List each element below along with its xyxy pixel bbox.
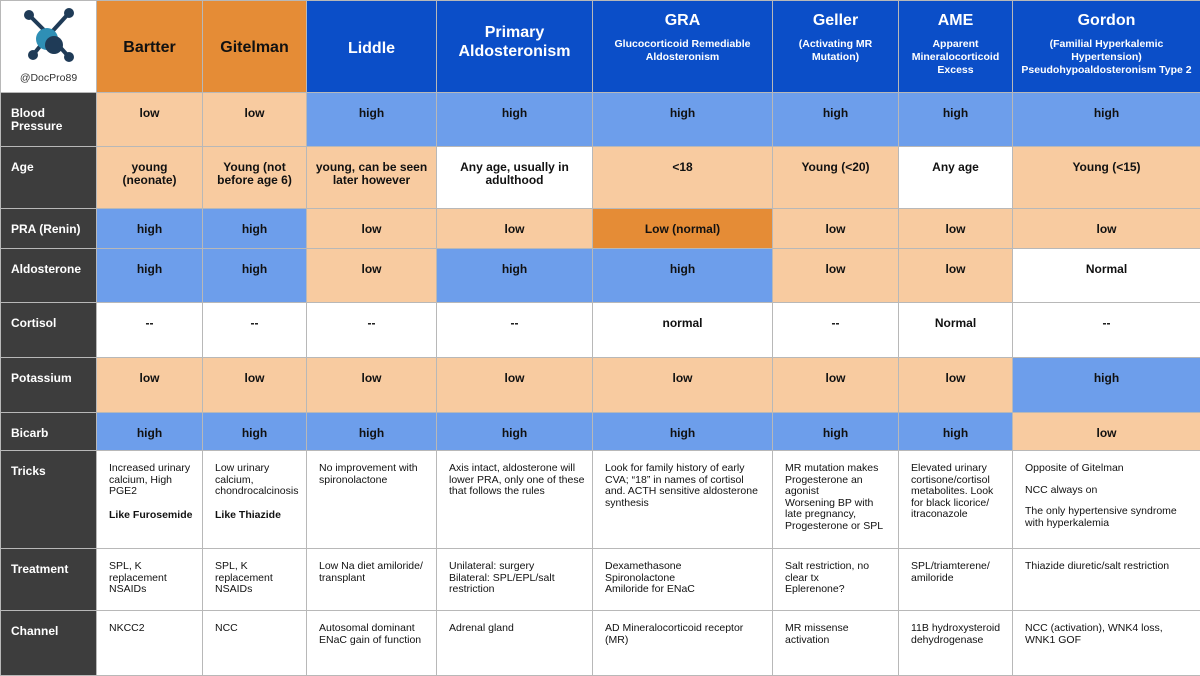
cell-bicarb-ame: high <box>899 413 1013 451</box>
cell-cortisol-gordon: -- <box>1013 303 1200 358</box>
cell-bp-gordon: high <box>1013 93 1200 147</box>
cell-cortisol-primary: -- <box>437 303 593 358</box>
col-header-ame: AME Apparent Mineralocorticoid Excess <box>899 1 1013 93</box>
col-header-geller: Geller (Activating MR Mutation) <box>773 1 899 93</box>
logo-cell <box>1 1 97 93</box>
cell-pra-gitelman: high <box>203 209 307 249</box>
cell-pra-bartter: high <box>97 209 203 249</box>
cell-aldo-gitelman: high <box>203 249 307 303</box>
cell-channel-gra: AD Mineralocorticoid receptor (MR) <box>593 611 773 676</box>
cell-pra-ame: low <box>899 209 1013 249</box>
row-label-blood-pressure: Blood Pressure <box>1 93 97 147</box>
cell-aldo-primary: high <box>437 249 593 303</box>
cell-tricks-gitelman: Low urinary calcium, chondrocalcinosis Like Thiazide <box>203 451 307 549</box>
cell-channel-primary: Adrenal gland <box>437 611 593 676</box>
cell-k-geller: low <box>773 358 899 413</box>
col-header-bartter: Bartter <box>97 1 203 93</box>
cell-k-gordon: high <box>1013 358 1200 413</box>
cell-k-ame: low <box>899 358 1013 413</box>
row-label-pra: PRA (Renin) <box>1 209 97 249</box>
row-label-bicarb: Bicarb <box>1 413 97 451</box>
cell-k-gitelman: low <box>203 358 307 413</box>
cell-treatment-ame: SPL/triamterene/ amiloride <box>899 549 1013 611</box>
cell-age-gitelman: Young (not before age 6) <box>203 147 307 209</box>
cell-pra-gordon: low <box>1013 209 1200 249</box>
cell-aldo-geller: low <box>773 249 899 303</box>
cell-bp-geller: high <box>773 93 899 147</box>
cell-channel-gitelman: NCC <box>203 611 307 676</box>
col-header-primary-aldosteronism: Primary Aldosteronism <box>437 1 593 93</box>
cell-channel-geller: MR missense activation <box>773 611 899 676</box>
cell-bicarb-gra: high <box>593 413 773 451</box>
cell-cortisol-geller: -- <box>773 303 899 358</box>
cell-bp-gitelman: low <box>203 93 307 147</box>
row-label-age: Age <box>1 147 97 209</box>
tricks-gitelman-bold: Like Thiazide <box>215 510 300 522</box>
cell-bp-primary: high <box>437 93 593 147</box>
cell-bicarb-gordon: low <box>1013 413 1200 451</box>
col-header-gra: GRA Glucocorticoid Remediable Aldosteronism <box>593 1 773 93</box>
col-header-liddle: Liddle <box>307 1 437 93</box>
cell-cortisol-bartter: -- <box>97 303 203 358</box>
cell-age-geller: Young (<20) <box>773 147 899 209</box>
row-potassium <box>1 358 1200 413</box>
cell-tricks-gordon: Opposite of Gitelman NCC always on The only hypertensive syndrome with hyperkalemia <box>1013 451 1200 549</box>
cell-age-bartter: young (neonate) <box>97 147 203 209</box>
cell-pra-geller: low <box>773 209 899 249</box>
cell-age-ame: Any age <box>899 147 1013 209</box>
tricks-bartter-bold: Like Furosemide <box>109 510 196 522</box>
cell-treatment-gitelman: SPL, K replacement NSAIDs <box>203 549 307 611</box>
cell-pra-gra: Low (normal) <box>593 209 773 249</box>
cell-pra-primary: low <box>437 209 593 249</box>
cell-channel-bartter: NKCC2 <box>97 611 203 676</box>
cell-treatment-geller: Salt restriction, no clear tx Eplerenone? <box>773 549 899 611</box>
cell-tricks-primary: Axis intact, aldosterone will lower PRA, only one of these that follows the rules <box>437 451 593 549</box>
author-handle: @DocPro89 <box>1 72 96 84</box>
cell-k-bartter: low <box>97 358 203 413</box>
cell-k-gra: low <box>593 358 773 413</box>
cell-tricks-ame: Elevated urinary cortisone/cortisol metabolites. Look for black licorice/ itraconazole <box>899 451 1013 549</box>
row-label-aldosterone: Aldosterone <box>1 249 97 303</box>
cell-treatment-primary: Unilateral: surgery Bilateral: SPL/EPL/salt restriction <box>437 549 593 611</box>
cell-tricks-liddle: No improvement with spironolactone <box>307 451 437 549</box>
cell-treatment-gra: Dexamethasone Spironolactone Amiloride for ENaC <box>593 549 773 611</box>
cell-aldo-gra: high <box>593 249 773 303</box>
header-row <box>1 1 1200 93</box>
col-header-gordon: Gordon (Familial Hyperkalemic Hypertension) Pseudohypoaldosteronism Type 2 <box>1013 1 1200 93</box>
cell-bicarb-liddle: high <box>307 413 437 451</box>
row-pra <box>1 209 1200 249</box>
col-header-gitelman: Gitelman <box>203 1 307 93</box>
cell-age-gordon: Young (<15) <box>1013 147 1200 209</box>
cell-aldo-ame: low <box>899 249 1013 303</box>
cell-bicarb-geller: high <box>773 413 899 451</box>
cell-channel-gordon: NCC (activation), WNK4 loss, WNK1 GOF <box>1013 611 1200 676</box>
cell-cortisol-gra: normal <box>593 303 773 358</box>
cell-bicarb-bartter: high <box>97 413 203 451</box>
row-label-treatment: Treatment <box>1 549 97 611</box>
row-cortisol <box>1 303 1200 358</box>
cell-treatment-gordon: Thiazide diuretic/salt restriction <box>1013 549 1200 611</box>
molecule-logo-icon <box>17 5 81 65</box>
cell-bp-bartter: low <box>97 93 203 147</box>
row-label-channel: Channel <box>1 611 97 676</box>
cell-channel-liddle: Autosomal dominant ENaC gain of function <box>307 611 437 676</box>
cell-aldo-gordon: Normal <box>1013 249 1200 303</box>
row-bicarb <box>1 413 1200 451</box>
row-aldosterone <box>1 249 1200 303</box>
cell-k-liddle: low <box>307 358 437 413</box>
cell-bicarb-gitelman: high <box>203 413 307 451</box>
row-label-potassium: Potassium <box>1 358 97 413</box>
row-age <box>1 147 1200 209</box>
row-label-tricks: Tricks <box>1 451 97 549</box>
cell-k-primary: low <box>437 358 593 413</box>
cell-cortisol-gitelman: -- <box>203 303 307 358</box>
row-label-cortisol: Cortisol <box>1 303 97 358</box>
cell-aldo-liddle: low <box>307 249 437 303</box>
row-tricks <box>1 451 1200 549</box>
cell-age-liddle: young, can be seen later however <box>307 147 437 209</box>
cell-cortisol-liddle: -- <box>307 303 437 358</box>
cell-bicarb-primary: high <box>437 413 593 451</box>
cell-treatment-liddle: Low Na diet amiloride/ transplant <box>307 549 437 611</box>
cell-aldo-bartter: high <box>97 249 203 303</box>
cell-bp-liddle: high <box>307 93 437 147</box>
cell-bp-gra: high <box>593 93 773 147</box>
cell-tricks-gra: Look for family history of early CVA; “18” in names of cortisol and. ACTH sensitive aldosterone synthesis <box>593 451 773 549</box>
cell-age-gra: <18 <box>593 147 773 209</box>
row-channel <box>1 611 1200 676</box>
cell-age-primary: Any age, usually in adulthood <box>437 147 593 209</box>
row-blood-pressure <box>1 93 1200 147</box>
cell-channel-ame: 11B hydroxysteroid dehydrogenase <box>899 611 1013 676</box>
cell-pra-liddle: low <box>307 209 437 249</box>
cell-tricks-bartter: Increased urinary calcium, High PGE2 Like Furosemide <box>97 451 203 549</box>
cell-cortisol-ame: Normal <box>899 303 1013 358</box>
cell-tricks-geller: MR mutation makes Progesterone an agonist Worsening BP with late pregnancy, Progesterone or SPL <box>773 451 899 549</box>
row-treatment <box>1 549 1200 611</box>
cell-bp-ame: high <box>899 93 1013 147</box>
cell-treatment-bartter: SPL, K replacement NSAIDs <box>97 549 203 611</box>
